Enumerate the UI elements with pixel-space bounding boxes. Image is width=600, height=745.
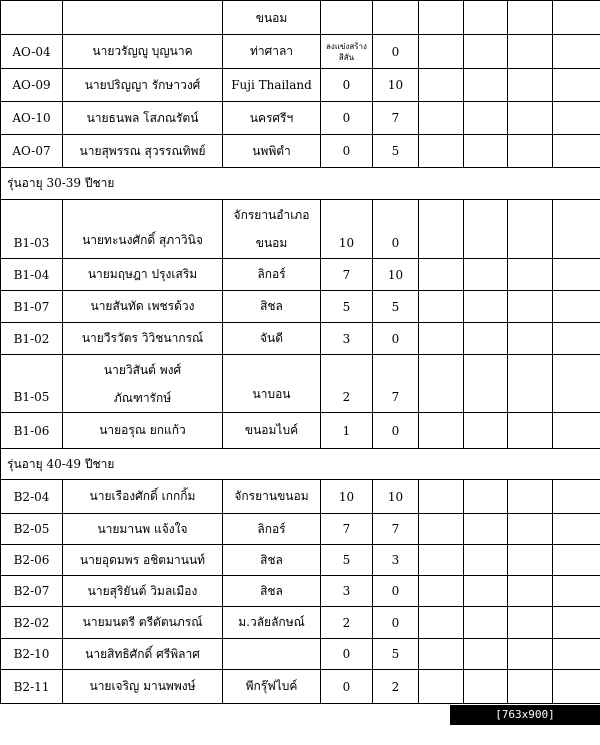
score-cell: 5	[321, 291, 373, 323]
section-heading-row	[1, 449, 600, 480]
score-cell: 7	[373, 355, 419, 413]
rider-id: B2-05	[1, 514, 63, 545]
section-title-30-39: รุ่นอายุ 30-39 ปีชาย	[1, 168, 600, 200]
score-cell: 5	[373, 291, 419, 323]
team-cell: สิชล	[223, 291, 321, 323]
team-cell: ท่าศาลา	[223, 35, 321, 69]
team-cell: ม.วลัยลักษณ์	[223, 607, 321, 639]
table-row	[1, 69, 600, 102]
rider-name: นายวรัญญู บุญนาค	[63, 35, 223, 69]
score-cell: 10	[373, 259, 419, 291]
rider-name: นายอรุณ ยกแก้ว	[63, 413, 223, 449]
table-row	[1, 413, 600, 449]
table-row	[1, 480, 600, 514]
team-cell: สิชล	[223, 576, 321, 607]
rider-name: นายสิทธิศักดิ์ ศรีพิลาศ	[63, 639, 223, 670]
rider-id: AO-07	[1, 135, 63, 168]
rider-id: B2-04	[1, 480, 63, 514]
score-cell: 10	[373, 69, 419, 102]
table-row	[1, 514, 600, 545]
rider-name: นายมานพ แจ้งใจ	[63, 514, 223, 545]
team-cell: Fuji Thailand	[223, 69, 321, 102]
table-row	[1, 291, 600, 323]
team-cell	[223, 200, 321, 259]
team-cell: นาบอน	[223, 355, 321, 413]
rider-name: นายธนพล โสภณรัตน์	[63, 102, 223, 135]
score-cell: 0	[321, 639, 373, 670]
team-cell: จักรยานขนอม	[223, 480, 321, 514]
rider-id: AO-04	[1, 35, 63, 69]
rider-id: B2-10	[1, 639, 63, 670]
rider-name	[63, 355, 223, 413]
rider-name: นายมฤษฎา ปรุงเสริม	[63, 259, 223, 291]
rider-id: B2-02	[1, 607, 63, 639]
rider-id: AO-10	[1, 102, 63, 135]
score-cell: 3	[321, 323, 373, 355]
section-heading-row	[1, 168, 600, 200]
score-cell: 5	[373, 135, 419, 168]
table-row	[1, 670, 600, 704]
rider-id: AO-09	[1, 69, 63, 102]
table-row	[1, 102, 600, 135]
score-cell: 3	[321, 576, 373, 607]
rider-id: B1-02	[1, 323, 63, 355]
rider-name: นายสุพรรณ สุวรรณทิพย์	[63, 135, 223, 168]
rider-name: นายมนตรี ตรีตัตนภรณ์	[63, 607, 223, 639]
team-cell: นครศรีฯ	[223, 102, 321, 135]
score-cell: 5	[321, 545, 373, 576]
watermark-label: [763x900] http://upic.me/	[450, 705, 600, 725]
team-cell: พีกรุ๊ฟไบค์	[223, 670, 321, 704]
rider-name-line-2: ภัณฑารักษ์	[63, 384, 222, 412]
table-row	[1, 259, 600, 291]
table-row	[1, 35, 600, 69]
score-cell: 0	[373, 576, 419, 607]
score-cell: 0	[321, 670, 373, 704]
team-cell: จันดี	[223, 323, 321, 355]
score-cell: 0	[373, 607, 419, 639]
rider-name: นายสันทัด เพชรด้วง	[63, 291, 223, 323]
table-row	[1, 639, 600, 670]
rider-id: B1-07	[1, 291, 63, 323]
rider-id: B1-05	[1, 355, 63, 413]
score-cell: 7	[373, 102, 419, 135]
score-cell: 7	[321, 514, 373, 545]
score-cell: 7	[321, 259, 373, 291]
table-row	[1, 135, 600, 168]
score-cell: 0	[373, 35, 419, 69]
score-cell: 10	[321, 200, 373, 259]
team-cell: ลิกอร์	[223, 514, 321, 545]
score-cell: 2	[321, 355, 373, 413]
rider-id: B2-06	[1, 545, 63, 576]
rider-name-line-1: นายวิสันต์ พงศ์	[63, 356, 222, 384]
rider-name: นายเจริญ มานพพงษ์	[63, 670, 223, 704]
score-cell: ลงแข่งสร้าง สีสัน	[321, 35, 373, 69]
score-cell: 7	[373, 514, 419, 545]
score-cell: 0	[373, 200, 419, 259]
table-row	[1, 1, 600, 35]
score-cell: 0	[321, 135, 373, 168]
score-cell: 0	[373, 323, 419, 355]
rider-id: B2-11	[1, 670, 63, 704]
score-cell: 2	[321, 607, 373, 639]
team-cell: ขนอมไบค์	[223, 413, 321, 449]
team-cell	[223, 639, 321, 670]
table-row	[1, 355, 600, 413]
rider-name: นายอุดมพร อชิตมานนท์	[63, 545, 223, 576]
rider-name: นายวีรวัตร วิวิชนากรณ์	[63, 323, 223, 355]
team-cell: สิชล	[223, 545, 321, 576]
rider-name: นายสุริยันต์ วิมลเมือง	[63, 576, 223, 607]
score-cell: 0	[321, 102, 373, 135]
rider-id: B1-03	[1, 200, 63, 259]
team-cell: นพพิตำ	[223, 135, 321, 168]
team-line-1: จักรยานอำเภอ	[223, 201, 320, 229]
table-row	[1, 607, 600, 639]
table-row	[1, 200, 600, 259]
rider-name: นายปริญญา รักษาวงศ์	[63, 69, 223, 102]
score-cell: 3	[373, 545, 419, 576]
rider-name: นายเรืองศักดิ์ เกกกิ้ม	[63, 480, 223, 514]
score-cell: 0	[321, 69, 373, 102]
score-cell: 10	[321, 480, 373, 514]
score-cell: 10	[373, 480, 419, 514]
team-cell: ขนอม	[223, 1, 321, 35]
section-title-40-49: รุ่นอายุ 40-49 ปีชาย	[1, 449, 600, 480]
rider-name: นายทะนงศักดิ์ สุภาวินิจ	[63, 200, 223, 259]
team-line-2: ขนอม	[223, 229, 320, 257]
score-cell: 0	[373, 413, 419, 449]
score-cell: 1	[321, 413, 373, 449]
table-row	[1, 545, 600, 576]
score-cell: 5	[373, 639, 419, 670]
rider-id: B1-06	[1, 413, 63, 449]
rider-id: B1-04	[1, 259, 63, 291]
rider-id: B2-07	[1, 576, 63, 607]
score-cell: 2	[373, 670, 419, 704]
team-cell: ลิกอร์	[223, 259, 321, 291]
table-row	[1, 323, 600, 355]
table-row	[1, 576, 600, 607]
